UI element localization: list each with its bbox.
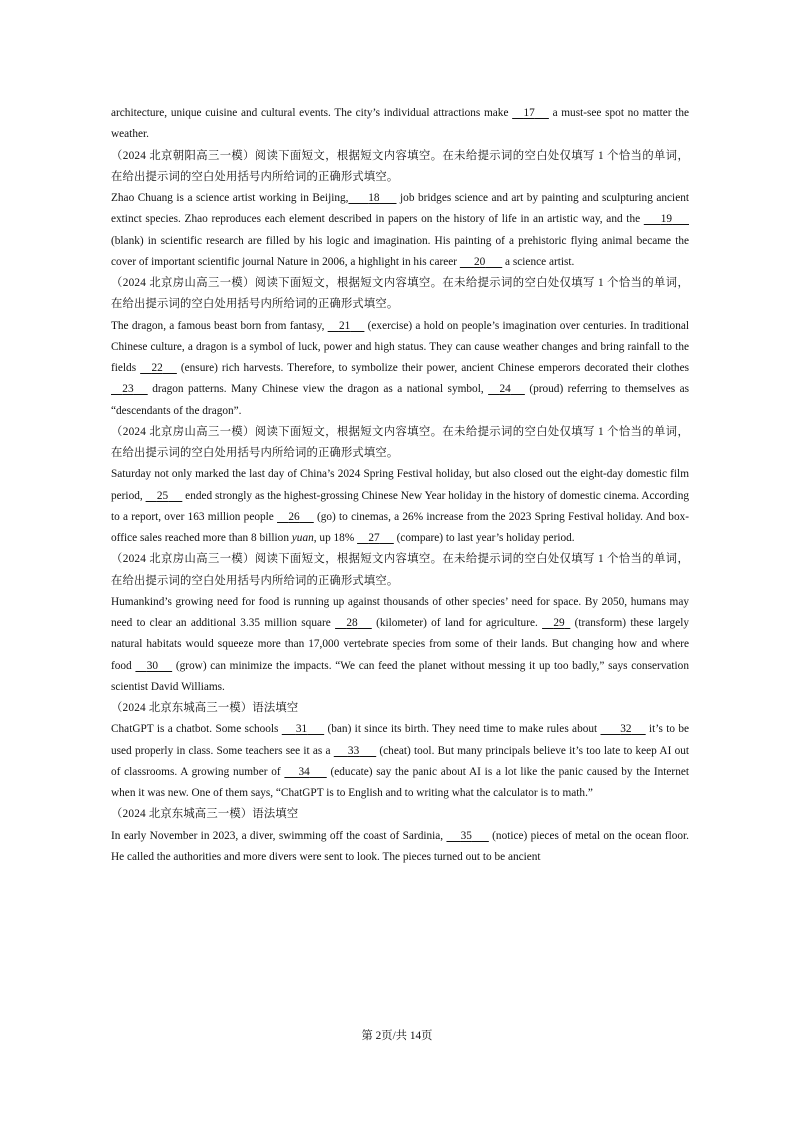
answer-blank-22[interactable]: 22 — [151, 362, 163, 374]
document-body — [111, 103, 689, 868]
text: dragon patterns. Many Chinese view the dragon as a national symbol, — [147, 383, 489, 396]
answer-blank-26[interactable]: 26 — [288, 510, 300, 523]
text: (cheat) tool. But many principals believe it’s too late to keep AI out of classrooms. A growing number of — [111, 744, 689, 778]
paragraph — [111, 464, 689, 549]
answer-blank-23[interactable]: 23 — [122, 383, 134, 396]
text: architecture, unique cuisine and cultural events. The city’s individual attractions make — [111, 107, 513, 119]
section-header: （2024 北京朝阳高三一模）阅读下面短文，根据短文内容填空。在未给提示词的空白处仅填写 1 个恰当的单词， 在给出提示词的空白处用括号内所给词的正确形式填空。 — [111, 149, 689, 183]
paragraph — [111, 826, 689, 869]
text: (exercise) a hold on people’s imagination over centuries. In traditional Chinese culture, a dragon is a symbol of luck, power and high status. They can cause weather changes and bring rainfall to the fields — [111, 319, 689, 374]
text: (kilometer) of land for agriculture. — [371, 617, 543, 629]
text: (transform) these largely natural habitats would squeeze more than 17,000 vertebrate species from some of their lands. But changing how and where food — [111, 617, 689, 672]
text: (notice) pieces of metal on the ocean floor. He called the authorities and more divers were sent to look. The pieces turned out to be ancient — [111, 829, 689, 863]
text: ended strongly as the highest-grossing Chinese New Year holiday in the history of domestic cinema. According to a report, over 163 million people — [111, 489, 689, 523]
answer-blank-34[interactable]: 34 — [298, 765, 310, 778]
answer-blank-20[interactable]: 20 — [473, 255, 486, 268]
answer-blank-25[interactable]: 25 — [156, 489, 169, 502]
section-header: （2024 北京东城高三一模）语法填空 — [111, 808, 299, 821]
text: it’s to be used properly in class. Some teachers see it as a — [111, 723, 689, 757]
answer-blank-29[interactable]: 29 — [553, 617, 565, 629]
paragraph — [111, 316, 689, 422]
text: (compare) to last year’s holiday period. — [393, 532, 575, 544]
answer-blank-19[interactable]: 19 — [660, 213, 673, 226]
text: ChatGPT is a chatbot. Some schools — [111, 723, 282, 736]
text: (go) to cinemas, a 26% increase from the 2023 Spring Festival holiday. And box-office sales reached more than 8 billion — [111, 510, 689, 544]
section-header: （2024 北京房山高三一模）阅读下面短文，根据短文内容填空。在未给提示词的空白处仅填写 1 个恰当的单词，在给出提示词的空白处用括号内所给词的正确形式填空。 — [111, 425, 689, 459]
answer-blank-18[interactable]: 18 — [368, 192, 380, 204]
paragraph — [111, 188, 689, 273]
text: In early November in 2023, a diver, swimming off the coast of Sardinia, — [111, 829, 447, 842]
text: The dragon, a famous beast born from fantasy, — [111, 319, 328, 332]
answer-blank-30[interactable]: 30 — [146, 659, 159, 672]
paragraph — [111, 719, 689, 804]
answer-blank-33[interactable]: 33 — [347, 744, 360, 757]
section-header: （2024 北京东城高三一模）语法填空 — [111, 702, 299, 714]
paragraph — [111, 592, 689, 698]
text: a must-see spot no matter the weather. — [111, 107, 689, 141]
answer-blank-27[interactable]: 27 — [368, 532, 380, 544]
answer-blank-21[interactable]: 21 — [338, 319, 351, 332]
text: job bridges science and art by painting and sculpturing ancient extinct species. Zhao reproduces each element described in papers on the history of life in an artistic way, and the — [111, 192, 689, 226]
section-header: （2024 北京房山高三一模）阅读下面短文，根据短文内容填空。在未给提示词的空白处仅填写 1 个恰当的单词，在给出提示词的空白处用括号内所给词的正确形式填空。 — [111, 277, 689, 311]
answer-blank-31[interactable]: 31 — [295, 723, 308, 736]
text: Zhao Chuang is a science artist working in Beijing, — [111, 192, 349, 204]
answer-blank-28[interactable]: 28 — [346, 617, 358, 629]
text: Saturday not only marked the last day of China’s 2024 Spring Festival holiday, but also closed out the eight-day domestic film period, — [111, 468, 689, 502]
text: (ban) it since its birth. They need time to make rules about — [324, 723, 601, 736]
text: Humankind’s growing need for food is running up against thousands of other species’ need for space. By 2050, humans may need to clear an additional 3.35 million square — [111, 595, 689, 629]
answer-blank-17[interactable]: 17 — [523, 107, 535, 119]
answer-blank-32[interactable]: 32 — [620, 723, 632, 736]
text: (educate) say the panic about AI is a lot like the panic caused by the Internet when it was new. One of them says, “ChatGPT is to English and to writing what the calculator is to math.” — [111, 765, 689, 799]
answer-blank-35[interactable]: 35 — [460, 829, 472, 842]
text: (grow) can minimize the impacts. “We can feed the planet without messing it up too badly,” says conservation scientist David Williams. — [111, 659, 689, 693]
text: (proud) referring to themselves as “descendants of the dragon”. — [111, 383, 690, 417]
page-number: 第 2页/共 14页 — [361, 1030, 433, 1042]
text: (blank) in scientific research are filled by his logic and imagination. His painting of a prehistoric flying animal became the cover of important scientific journal Nature in 2006, a highlight in his career — [111, 234, 689, 268]
answer-blank-24[interactable]: 24 — [499, 383, 511, 396]
text: (ensure) rich harvests. Therefore, to symbolize their power, ancient Chinese emperors decorated their clothes — [176, 362, 689, 374]
paragraph — [111, 103, 689, 146]
text: a science artist. — [502, 255, 575, 268]
text: , up 18% — [313, 532, 358, 544]
currency-term: yuan — [291, 532, 314, 544]
section-header: （2024 北京房山高三一模）阅读下面短文，根据短文内容填空。在未给提示词的空白处仅填写 1 个恰当的单词，在给出提示词的空白处用括号内所给词的正确形式填空。 — [111, 553, 689, 587]
